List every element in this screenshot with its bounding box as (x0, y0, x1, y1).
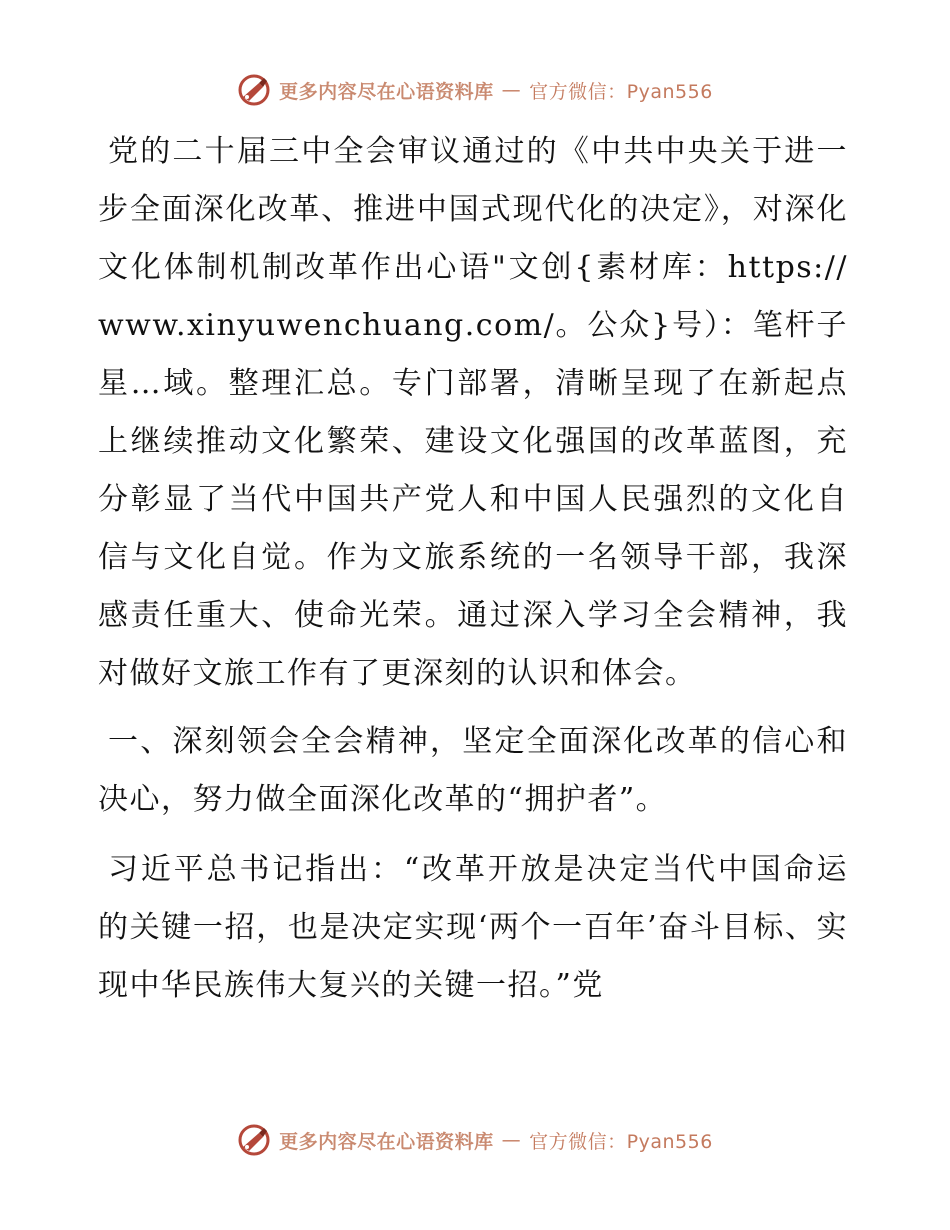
pen-nib-logo-icon (237, 1123, 271, 1157)
section-heading-1: 一、深刻领会全会精神，坚定全面深化改革的信心和决心，努力做全面深化改革的“拥护者”。 (98, 724, 848, 817)
watermark-separator: — (501, 1129, 522, 1151)
pen-nib-logo-icon (237, 73, 271, 107)
document-body (98, 123, 848, 1015)
watermark-footer (0, 1120, 950, 1160)
watermark-site-text: 更多内容尽在心语资料库 (279, 80, 494, 103)
watermark-site-text: 更多内容尽在心语资料库 (279, 1130, 494, 1153)
watermark-header (0, 70, 950, 110)
watermark-wechat-text: 官方微信：Pyan556 (529, 1130, 713, 1153)
watermark-separator: — (501, 79, 522, 101)
watermark-wechat-text: 官方微信：Pyan556 (529, 80, 713, 103)
paragraph-quote: 习近平总书记指出：“改革开放是决定当代中国命运的关键一招，也是决定实现‘两个一百年’奋斗目标、实现中华民族伟大复兴的关键一招。”党 (98, 852, 848, 1003)
paragraph-intro: 党的二十届三中全会审议通过的《中共中央关于进一步全面深化改革、推进中国式现代化的决定》，对深化文化体制机制改革作出心语"文创{素材库：https://www.xinyuwenchuang.com/。公众}号）：笔杆子星…域。整理汇总。专门部署，清晰呈现了在新起点上继续推动文化繁荣、建设文化强国的改革蓝图，充分彰显了当代中国共产党人和中国人民强烈的文化自信与文化自觉。作为文旅系统的一名领导干部，我深感责任重大、使命光荣。通过深入学习全会精神，我对做好文旅工作有了更深刻的认识和体会。 (98, 134, 848, 691)
